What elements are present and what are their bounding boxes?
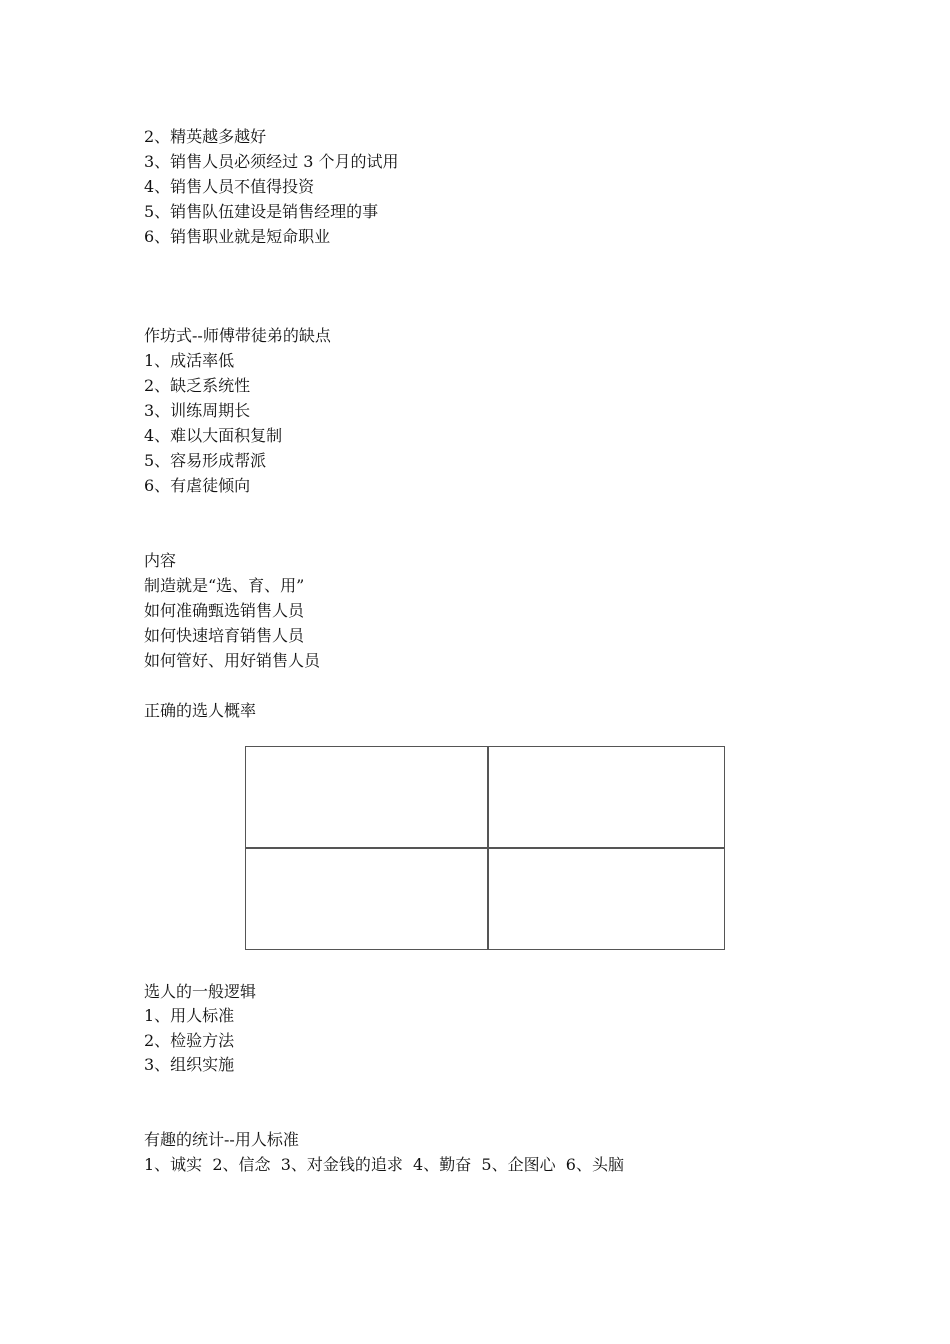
myth-item: 3、销售人员必须经过 3 个月的试用 bbox=[144, 152, 399, 171]
logic-item: 2、检验方法 bbox=[144, 1031, 235, 1050]
myth-item: 2、精英越多越好 bbox=[144, 127, 267, 146]
workshop-item: 2、缺乏系统性 bbox=[144, 376, 251, 395]
content-item: 制造就是“选、育、用” bbox=[144, 576, 305, 595]
content-item: 如何管好、用好销售人员 bbox=[144, 651, 321, 670]
content-title: 内容 bbox=[144, 551, 177, 570]
stats-line: 1、诚实 2、信念 3、对金钱的追求 4、勤奋 5、企图心 6、头脑 bbox=[144, 1155, 624, 1174]
myth-item: 4、销售人员不值得投资 bbox=[144, 177, 315, 196]
grid-horizontal-divider bbox=[246, 847, 724, 849]
logic-item: 3、组织实施 bbox=[144, 1055, 235, 1074]
workshop-item: 5、容易形成帮派 bbox=[144, 451, 267, 470]
probability-title: 正确的选人概率 bbox=[144, 701, 257, 720]
workshop-item: 4、难以大面积复制 bbox=[144, 426, 283, 445]
content-item: 如何快速培育销售人员 bbox=[144, 626, 305, 645]
logic-item: 1、用人标准 bbox=[144, 1006, 235, 1025]
logic-title: 选人的一般逻辑 bbox=[144, 982, 257, 1001]
myth-item: 5、销售队伍建设是销售经理的事 bbox=[144, 202, 379, 221]
myth-item: 6、销售职业就是短命职业 bbox=[144, 227, 331, 246]
stats-title: 有趣的统计--用人标准 bbox=[144, 1130, 299, 1149]
workshop-item: 1、成活率低 bbox=[144, 351, 235, 370]
workshop-title: 作坊式--师傅带徒弟的缺点 bbox=[144, 326, 331, 345]
workshop-item: 3、训练周期长 bbox=[144, 401, 251, 420]
probability-grid bbox=[245, 746, 725, 950]
content-item: 如何准确甄选销售人员 bbox=[144, 601, 305, 620]
workshop-item: 6、有虐徒倾向 bbox=[144, 476, 251, 495]
